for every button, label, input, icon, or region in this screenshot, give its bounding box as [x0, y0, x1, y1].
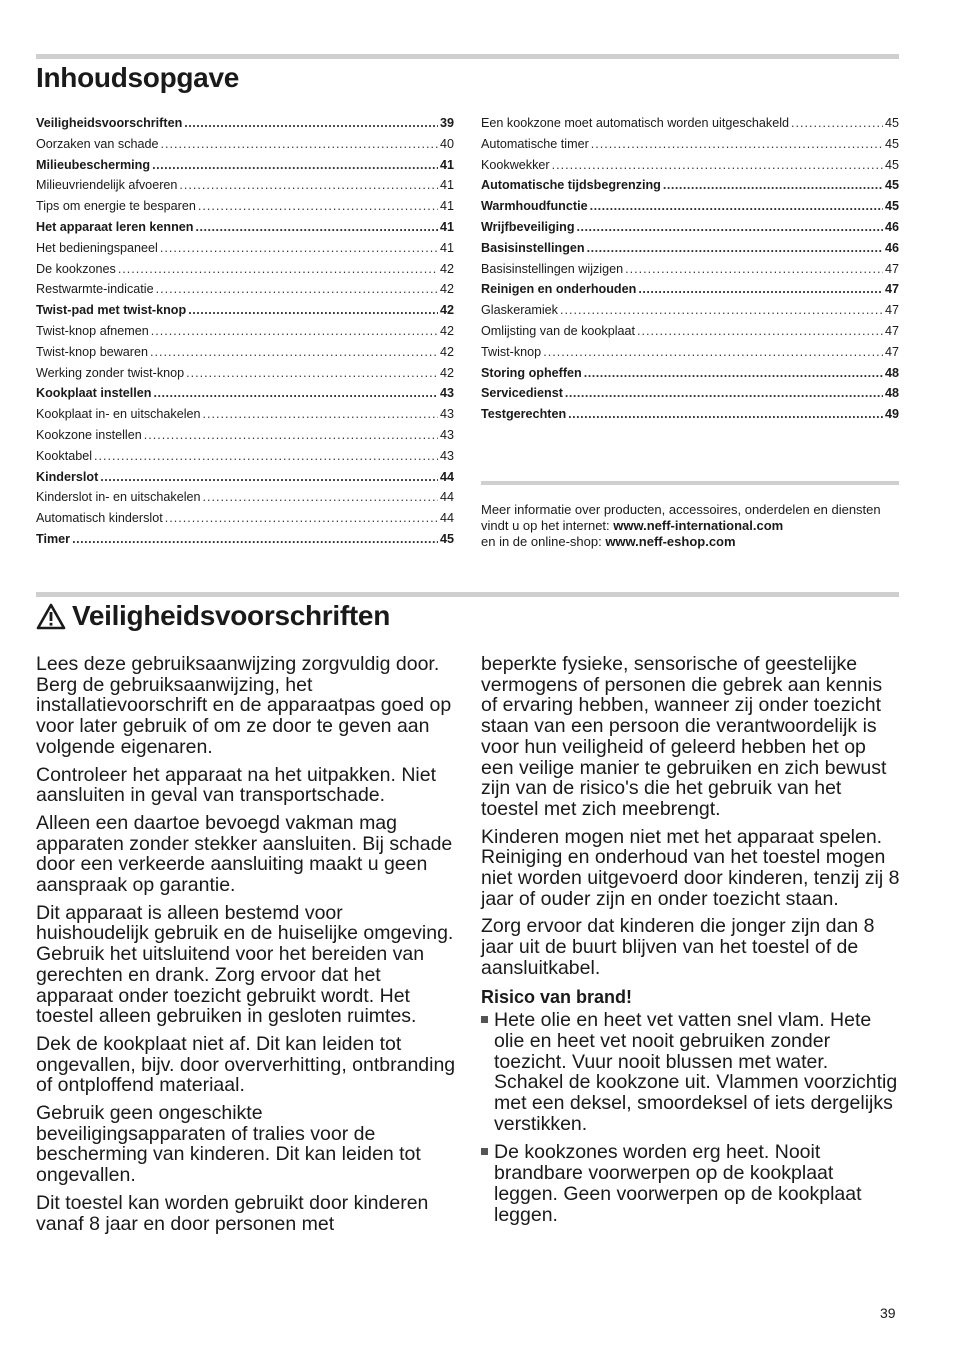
warning-triangle-icon: [36, 603, 66, 630]
toc-entry-title: Reinigen en onderhouden: [481, 282, 637, 297]
toc-entry-title: Servicedienst: [481, 386, 563, 401]
toc-entry-title: Tips om energie te besparen: [36, 199, 196, 214]
toc-leader-dots: [203, 407, 438, 421]
toc-leader-dots: [584, 366, 883, 380]
toc-entry-title: Werking zonder twist-knop: [36, 365, 185, 380]
info-block: [481, 502, 899, 549]
toc-entry-title: Kooktabel: [36, 448, 93, 463]
toc-entry-page: 45: [884, 157, 899, 172]
toc-leader-dots: [100, 470, 438, 484]
safety-left-column: [36, 654, 456, 1241]
toc-entry-page: 46: [884, 219, 899, 234]
toc-entry-page: 41: [439, 178, 454, 193]
toc-leader-dots: [72, 532, 438, 546]
info-text-2: en in de online-shop:: [481, 533, 606, 549]
toc-leader-dots: [160, 241, 438, 255]
toc-entry-title: Kookzone instellen: [36, 427, 142, 442]
toc-entry-title: Automatisch kinderslot: [36, 511, 163, 526]
toc-entry-page: 47: [884, 323, 899, 338]
toc-entry-page: 45: [884, 178, 899, 193]
toc-entry-page: 45: [884, 199, 899, 214]
toc-leader-dots: [565, 386, 883, 400]
toc-entry[interactable]: [481, 303, 899, 324]
toc-entry[interactable]: [36, 532, 454, 553]
toc-entry-title: Wrijfbeveiliging: [481, 219, 575, 234]
toc-leader-dots: [151, 324, 438, 338]
toc-entry-page: 41: [439, 240, 454, 255]
toc-entry-title: Een kookzone moet automatisch worden uitgeschakeld: [481, 116, 790, 130]
toc-left-column: [36, 116, 454, 553]
toc-leader-dots: [663, 178, 883, 192]
toc-entry-page: 47: [884, 282, 899, 297]
toc-leader-dots: [637, 324, 883, 338]
toc-leader-dots: [186, 366, 438, 380]
toc-leader-dots: [198, 199, 438, 213]
toc-leader-dots: [179, 178, 438, 192]
safety-paragraph: Dit toestel kan worden gebruikt door kinderen vanaf 8 jaar en door personen met: [36, 1191, 429, 1235]
safety-paragraph: Lees deze gebruiksaanwijzing zorgvuldig door. Berg de gebruiksaanwijzing, het installatievoorschrift en de apparaatpas goed op voor later gebruik of om ze door te geven aan volgende eigenaren.: [36, 653, 452, 758]
toc-entry-title: Oorzaken van schade: [36, 136, 159, 151]
toc-entry-page: 45: [884, 116, 899, 130]
toc-leader-dots: [587, 241, 883, 255]
toc-entry-page: 49: [884, 407, 899, 422]
safety-right-column: [481, 654, 901, 1233]
toc-entry-title: De kookzones: [36, 261, 116, 276]
square-bullet-icon: [481, 1142, 494, 1225]
toc-entry-page: 42: [439, 282, 454, 297]
toc-entry-page: 47: [884, 344, 899, 359]
toc-leader-dots: [568, 407, 883, 421]
safety-paragraph: Alleen een daartoe bevoegd vakman mag apparaten zonder stekker aansluiten. Bij schade door een verkeerde aansluiting maakt u geen aanspraak op garantie.: [36, 811, 453, 897]
toc-entry[interactable]: [481, 345, 899, 366]
toc-leader-dots: [165, 511, 438, 525]
toc-entry-title: Basisinstellingen wijzigen: [481, 261, 624, 276]
info-text-1: Meer informatie over producten, accessoires, onderdelen en diensten vindt u op het internet:: [481, 502, 881, 533]
toc-entry-page: 47: [884, 303, 899, 318]
toc-leader-dots: [152, 158, 438, 172]
toc-entry-title: Kinderslot in- en uitschakelen: [36, 490, 201, 505]
toc-entry[interactable]: [481, 158, 899, 179]
toc-leader-dots: [625, 262, 883, 276]
toc-leader-dots: [161, 137, 438, 151]
safety-paragraph: Kinderen mogen niet met het apparaat spelen. Reiniging en onderhoud van het toestel mogen niet worden uitgevoerd door kinderen, tenzij zij 8 jaar of ouder zijn en onder toezicht staan.: [481, 825, 900, 910]
toc-entry[interactable]: [36, 428, 454, 449]
toc-entry[interactable]: [36, 324, 454, 345]
bullet-item: [481, 1142, 901, 1225]
toc-entry[interactable]: [36, 511, 454, 532]
toc-entry-page: 45: [439, 531, 454, 546]
safety-paragraph: beperkte fysieke, sensorische of geestelijke vermogens of personen die gebrek aan kennis of ervaring hebben, wanneer zij onder toezicht staan van een persoon die verantwoordelijk is voor hun veiligheid of geleerd hebben het op een veilige manier te gebruiken en zich bewust zijn van de risico's die het gebruik van het toestel met zich meebrengt.: [481, 653, 887, 820]
toc-entry[interactable]: [36, 490, 454, 511]
toc-entry[interactable]: [36, 137, 454, 158]
toc-entry-page: 40: [439, 136, 454, 151]
toc-entry[interactable]: [36, 366, 454, 387]
toc-entry-title: Automatische tijdsbegrenzing: [481, 178, 661, 193]
website-link[interactable]: www.neff-international.com: [613, 517, 784, 533]
toc-leader-dots: [791, 116, 883, 130]
info-rule: [481, 481, 899, 485]
toc-entry[interactable]: [481, 324, 899, 345]
toc-entry-title: Glaskeramiek: [481, 303, 558, 318]
toc-entry-page: 44: [439, 511, 454, 526]
safety-paragraph: Dit apparaat is alleen bestemd voor huishoudelijk gebruik en de huiselijke omgeving. Gebruik het uitsluitend voor het bereiden van gerechten en drank. Zorg ervoor dat het apparaat onder toezicht gebruikt wordt. Het toestel alleen gebruiken in gesloten ruimtes.: [36, 901, 454, 1028]
toc-right-column: [481, 116, 899, 428]
toc-entry[interactable]: [481, 262, 899, 283]
toc-entry[interactable]: [481, 199, 899, 220]
toc-entry-page: 42: [439, 365, 454, 380]
toc-entry-page: 43: [439, 448, 454, 463]
toc-leader-dots: [94, 449, 438, 463]
toc-entry[interactable]: [36, 407, 454, 428]
toc-leader-dots: [543, 345, 883, 359]
toc-entry[interactable]: [36, 158, 454, 179]
toc-entry[interactable]: [36, 345, 454, 366]
toc-entry[interactable]: [481, 178, 899, 199]
toc-leader-dots: [552, 158, 883, 172]
toc-entry-page: 42: [439, 303, 454, 318]
toc-entry[interactable]: [36, 116, 454, 137]
toc-entry[interactable]: [36, 178, 454, 199]
toc-entry-title: Storing opheffen: [481, 365, 582, 380]
toc-entry-page: 44: [439, 469, 454, 484]
toc-entry-page: 39: [439, 116, 454, 130]
toc-entry-title: Het bedieningspaneel: [36, 240, 158, 255]
eshop-link[interactable]: www.neff-eshop.com: [605, 533, 736, 549]
toc-entry-page: 43: [439, 407, 454, 422]
square-bullet-icon: [481, 1010, 494, 1134]
safety-paragraph: Zorg ervoor dat kinderen die jonger zijn dan 8 jaar uit de buurt blijven van het toestel of de aansluitkabel.: [481, 915, 875, 979]
toc-entry[interactable]: [36, 282, 454, 303]
toc-entry[interactable]: [36, 386, 454, 407]
toc-leader-dots: [560, 303, 883, 317]
toc-entry-title: Omlijsting van de kookplaat: [481, 323, 636, 338]
toc-entry[interactable]: [481, 366, 899, 387]
toc-entry-title: Twist-knop bewaren: [36, 344, 148, 359]
bullet-text: De kookzones worden erg heet. Nooit brandbare voorwerpen op de kookplaat leggen. Geen voorwerpen op de kookplaat leggen.: [494, 1141, 862, 1226]
safety-title-text: Veiligheidsvoorschriften: [72, 600, 390, 631]
page-number: 39: [880, 1305, 896, 1321]
bullet-text: Hete olie en heet vet vatten snel vlam. Hete olie en heet vet nooit gebruiken zonder toezicht. Vuur nooit blussen met water. Schakel de kookzone uit. Vlammen voorzichtig met een deksel, smoordeksel of iets dergelijks verstikken.: [494, 1009, 898, 1135]
toc-entry-page: 42: [439, 323, 454, 338]
toc-leader-dots: [590, 199, 883, 213]
toc-entry-title: Twist-knop afnemen: [36, 323, 149, 338]
toc-leader-dots: [144, 428, 438, 442]
toc-entry[interactable]: [481, 241, 899, 262]
toc-leader-dots: [118, 262, 438, 276]
toc-entry-page: 43: [439, 386, 454, 401]
toc-leader-dots: [150, 345, 438, 359]
toc-entry-title: Restwarmte-indicatie: [36, 282, 154, 297]
toc-leader-dots: [188, 303, 438, 317]
toc-entry-title: Kookplaat in- en uitschakelen: [36, 407, 201, 422]
toc-entry[interactable]: [36, 449, 454, 470]
toc-entry-page: 43: [439, 427, 454, 442]
toc-entry-title: Kinderslot: [36, 469, 99, 484]
section-rule: [36, 592, 899, 597]
toc-entry-page: 42: [439, 261, 454, 276]
toc-entry-title: Testgerechten: [481, 407, 567, 422]
safety-paragraph: Dek de kookplaat niet af. Dit kan leiden tot ongevallen, bijv. door oververhitting, ontbranding of ontploffend materiaal.: [36, 1032, 456, 1097]
safety-title: [36, 600, 390, 632]
top-rule: [36, 54, 899, 59]
toc-entry-title: Automatische timer: [481, 136, 589, 151]
toc-leader-dots: [591, 137, 883, 151]
toc-entry[interactable]: [481, 407, 899, 428]
toc-leader-dots: [153, 386, 438, 400]
toc-title: Inhoudsopgave: [36, 62, 239, 93]
toc-entry-title: Veiligheidsvoorschriften: [36, 116, 183, 130]
toc-entry-title: Twist-knop: [481, 344, 542, 359]
toc-entry-page: 48: [884, 365, 899, 380]
toc-entry[interactable]: [481, 386, 899, 407]
toc-entry-page: 41: [439, 157, 454, 172]
toc-entry-title: Kookwekker: [481, 157, 550, 172]
toc-entry-page: 42: [439, 344, 454, 359]
toc-entry[interactable]: [481, 137, 899, 158]
toc-entry-title: Milieuvriendelijk afvoeren: [36, 178, 178, 193]
toc-entry-title: Milieubescherming: [36, 157, 151, 172]
toc-entry[interactable]: [481, 282, 899, 303]
toc-entry[interactable]: [36, 199, 454, 220]
toc-entry[interactable]: [36, 241, 454, 262]
toc-leader-dots: [156, 282, 438, 296]
toc-entry[interactable]: [481, 116, 899, 137]
toc-entry[interactable]: [36, 220, 454, 241]
toc-entry-page: 46: [884, 240, 899, 255]
toc-entry[interactable]: [481, 220, 899, 241]
safety-paragraph: Gebruik geen ongeschikte beveiligingsapparaten of tralies voor de bescherming van kinderen. Dit kan leiden tot ongevallen.: [36, 1102, 421, 1187]
toc-leader-dots: [203, 490, 438, 504]
toc-entry[interactable]: [36, 470, 454, 491]
toc-leader-dots: [184, 116, 438, 130]
bullet-item: [481, 1010, 901, 1134]
toc-entry-title: Twist-pad met twist-knop: [36, 303, 187, 318]
toc-entry-title: Timer: [36, 531, 71, 546]
toc-leader-dots: [638, 282, 883, 296]
toc-entry-page: 45: [884, 136, 899, 151]
toc-entry-title: Het apparaat leren kennen: [36, 219, 194, 234]
toc-leader-dots: [195, 220, 438, 234]
toc-entry-page: 44: [439, 490, 454, 505]
toc-entry-title: Kookplaat instellen: [36, 386, 152, 401]
toc-leader-dots: [577, 220, 883, 234]
toc-entry-title: Basisinstellingen: [481, 240, 585, 255]
toc-entry-page: 41: [439, 199, 454, 214]
safety-paragraph: Controleer het apparaat na het uitpakken. Niet aansluiten in geval van transportschade.: [36, 763, 437, 807]
toc-entry-page: 48: [884, 386, 899, 401]
toc-entry-title: Warmhoudfunctie: [481, 199, 588, 214]
toc-entry[interactable]: [36, 262, 454, 283]
toc-entry-page: 41: [439, 219, 454, 234]
toc-entry[interactable]: [36, 303, 454, 324]
toc-entry-page: 47: [884, 261, 899, 276]
risk-subheading: Risico van brand!: [481, 986, 633, 1007]
